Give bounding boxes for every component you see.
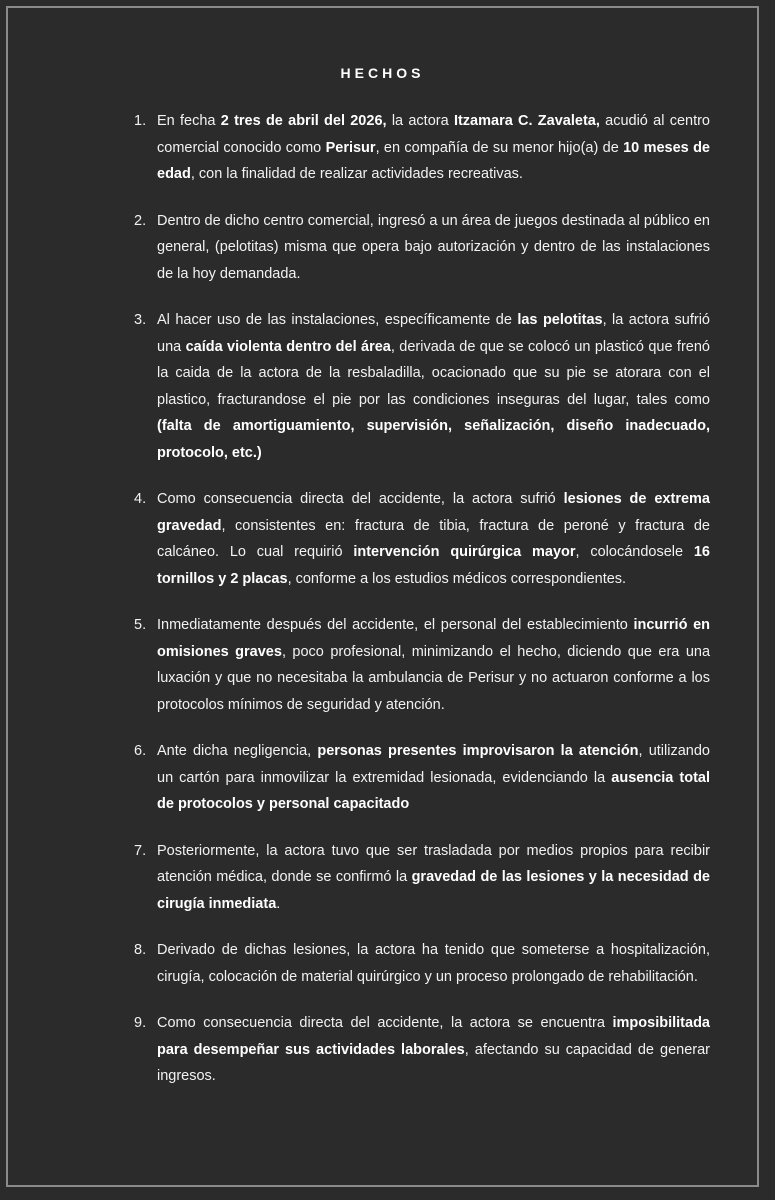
fact-text-bold: las pelotitas bbox=[517, 312, 603, 328]
fact-number: 1. bbox=[134, 113, 147, 129]
fact-text: , utilizando un cartón para inmovilizar la extremidad lesionada, evidenciando la bbox=[157, 743, 710, 786]
fact-text-bold: Itzamara C. Zavaleta, bbox=[453, 113, 600, 129]
fact-item bbox=[8, 307, 710, 466]
fact-text: Ante dicha negligencia, bbox=[157, 743, 318, 759]
fact-text: acudió al centro comercial conocido como bbox=[157, 113, 710, 156]
fact-text: , colocándosele bbox=[575, 544, 694, 560]
fact-text: , en compañía de su menor hijo(a) de bbox=[375, 139, 624, 156]
fact-item bbox=[8, 108, 710, 188]
fact-text: , poco profesional, minimizando el hecho, diciendo que era una luxación y que no necesitaba la ambulancia de Perisur y no actuaron conforme a los protocolos mínimos de seguridad y atención. bbox=[157, 643, 711, 713]
fact-text-bold: caída violenta dentro del área bbox=[185, 338, 391, 355]
fact-text: En fecha bbox=[157, 113, 221, 129]
fact-text: Posteriormente, la actora tuvo que ser trasladada por medios propios para recibir atención médica, donde se confirmó la bbox=[157, 842, 710, 885]
document-page bbox=[6, 6, 759, 1187]
fact-item bbox=[8, 612, 710, 718]
fact-item bbox=[8, 838, 710, 918]
fact-text: , la actora sufrió una bbox=[157, 312, 710, 355]
fact-text-bold: Perisur bbox=[325, 139, 376, 156]
fact-text: la actora bbox=[386, 113, 454, 129]
fact-text: , con la finalidad de realizar actividades recreativas. bbox=[190, 166, 523, 182]
fact-text-bold: lesiones de extrema gravedad bbox=[157, 491, 710, 534]
facts-list bbox=[8, 108, 761, 1110]
fact-item bbox=[8, 738, 710, 818]
fact-item bbox=[8, 1010, 710, 1090]
fact-text: , derivada de que se colocó un plasticó que frenó la caida de la actora de la resbaladilla, ocacionado que su pie se atorara con el plastico, fracturandose el pie por las condiciones inseguras del lugar, tales como bbox=[157, 338, 710, 408]
fact-text: Derivado de dichas lesiones, la actora ha tenido que someterse a hospitalización, cirugía, colocación de material quirúrgico y un proceso prolongado de rehabilitación. bbox=[157, 942, 710, 985]
fact-number: 4. bbox=[134, 491, 147, 507]
fact-item bbox=[8, 937, 710, 990]
fact-number: 7. bbox=[134, 842, 147, 859]
fact-number: 8. bbox=[134, 942, 147, 958]
fact-text-bold: imposibilitada para desempeñar sus actividades laborales bbox=[157, 1015, 710, 1058]
fact-text: Como consecuencia directa del accidente, la actora se encuentra bbox=[157, 1015, 613, 1031]
fact-text-bold: (falta de amortiguamiento, supervisión, señalización, diseño inadecuado, protocolo, etc.) bbox=[157, 418, 710, 461]
fact-text-bold: gravedad de las lesiones y la necesidad de cirugía inmediata bbox=[157, 869, 710, 912]
fact-text-bold: ausencia total de protocolos y personal capacitado bbox=[157, 769, 711, 812]
fact-number: 6. bbox=[134, 743, 147, 759]
fact-text-bold: 10 meses de edad bbox=[157, 139, 710, 182]
fact-text: , afectando su capacidad de generar ingresos. bbox=[157, 1041, 710, 1084]
section-title: HECHOS bbox=[340, 65, 425, 81]
fact-text: Al hacer uso de las instalaciones, específicamente de bbox=[157, 312, 518, 328]
fact-text-bold: 16 tornillos y 2 placas bbox=[157, 544, 710, 587]
fact-item bbox=[8, 208, 710, 288]
fact-text-bold: 2 tres de abril del 2026, bbox=[220, 113, 387, 129]
fact-number: 2. bbox=[134, 212, 147, 229]
fact-number: 9. bbox=[134, 1015, 147, 1031]
fact-number: 5. bbox=[134, 617, 147, 633]
fact-text-bold: incurrió en omisiones graves bbox=[157, 617, 711, 660]
fact-text: Como consecuencia directa del accidente, la actora sufrió bbox=[157, 491, 564, 507]
fact-text: Dentro de dicho centro comercial, ingresó a un área de juegos destinada al público en general, (pelotitas) misma que opera bajo autorización y dentro de las instalaciones de la hoy demandada. bbox=[157, 212, 710, 282]
fact-text: , consistentes en: fractura de tibia, fractura de peroné y fractura de calcáneo. Lo cual requirió bbox=[157, 517, 710, 560]
fact-item bbox=[8, 486, 710, 592]
fact-text: . bbox=[276, 895, 281, 912]
fact-text-bold: intervención quirúrgica mayor bbox=[353, 544, 576, 560]
fact-number: 3. bbox=[134, 312, 147, 328]
fact-text: , conforme a los estudios médicos correspondientes. bbox=[287, 570, 627, 587]
fact-text: Inmediatamente después del accidente, el personal del establecimiento bbox=[157, 617, 634, 633]
fact-text-bold: personas presentes improvisaron la atención bbox=[317, 743, 639, 759]
